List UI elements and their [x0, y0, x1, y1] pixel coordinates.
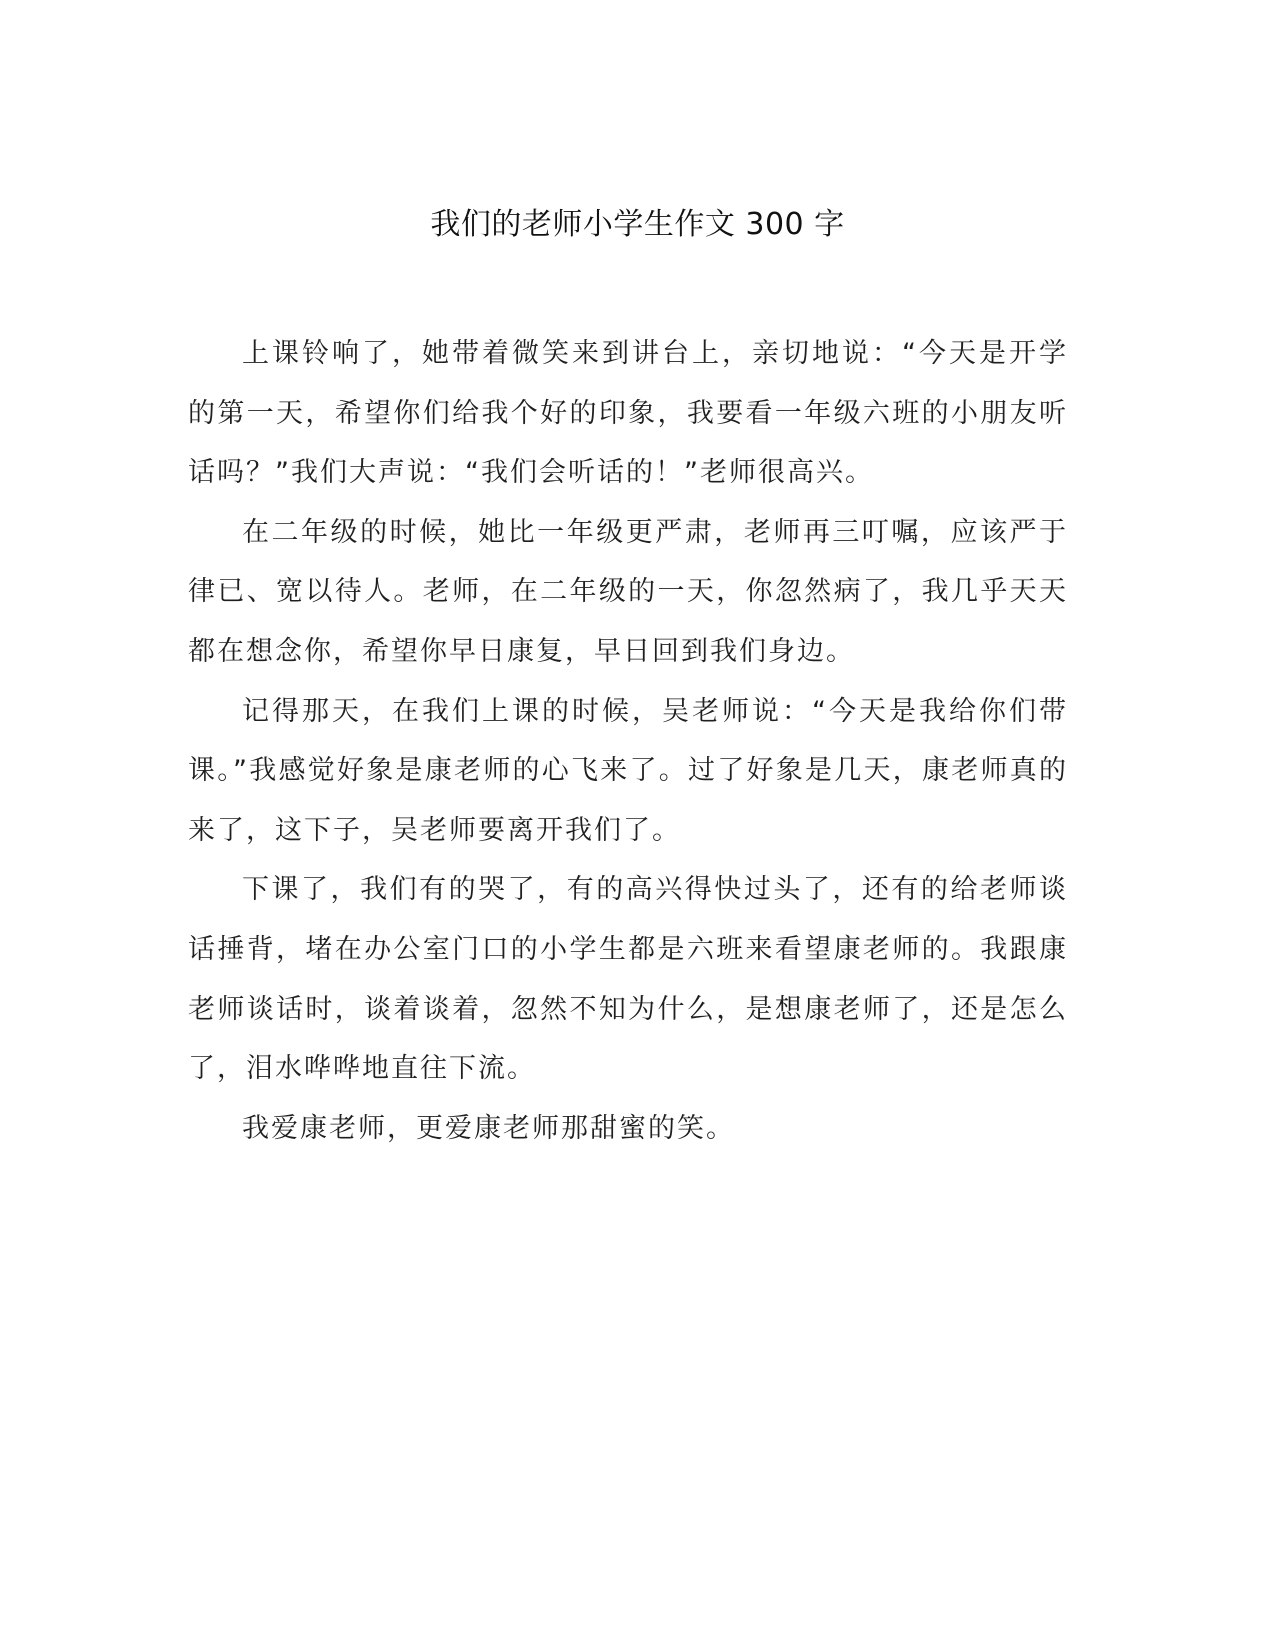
- paragraph-1: 上课铃响了，她带着微笑来到讲台上，亲切地说：“今天是开学的第一天，希望你们给我个好的印象，我要看一年级六班的小朋友听话吗？”我们大声说：“我们会听话的！”老师很高兴。: [188, 338, 1068, 489]
- paragraph-4: 下课了，我们有的哭了，有的高兴得快过头了，还有的给老师谈话捶背，堵在办公室门口的小学生都是六班来看望康老师的。我跟康老师谈话时，谈着谈着，忽然不知为什么，是想康老师了，还是怎么了，泪水哗哗地直往下流。: [188, 874, 1068, 1085]
- paragraph-5: 我爱康老师，更爱康老师那甜蜜的笑。: [242, 1112, 735, 1144]
- essay-body: [188, 324, 1068, 1158]
- paragraph-2: 在二年级的时候，她比一年级更严肃，老师再三叮嘱，应该严于律已、宽以待人。老师，在二年级的一天，你忽然病了，我几乎天天都在想念你，希望你早日康复，早日回到我们身边。: [188, 516, 1068, 667]
- paragraph-3: 记得那天，在我们上课的时候，吴老师说：“今天是我给你们带课。”我感觉好象是康老师的心飞来了。过了好象是几天，康老师真的来了，这下子，吴老师要离开我们了。: [188, 695, 1068, 846]
- document-title: 我们的老师小学生作文 300 字: [430, 207, 845, 242]
